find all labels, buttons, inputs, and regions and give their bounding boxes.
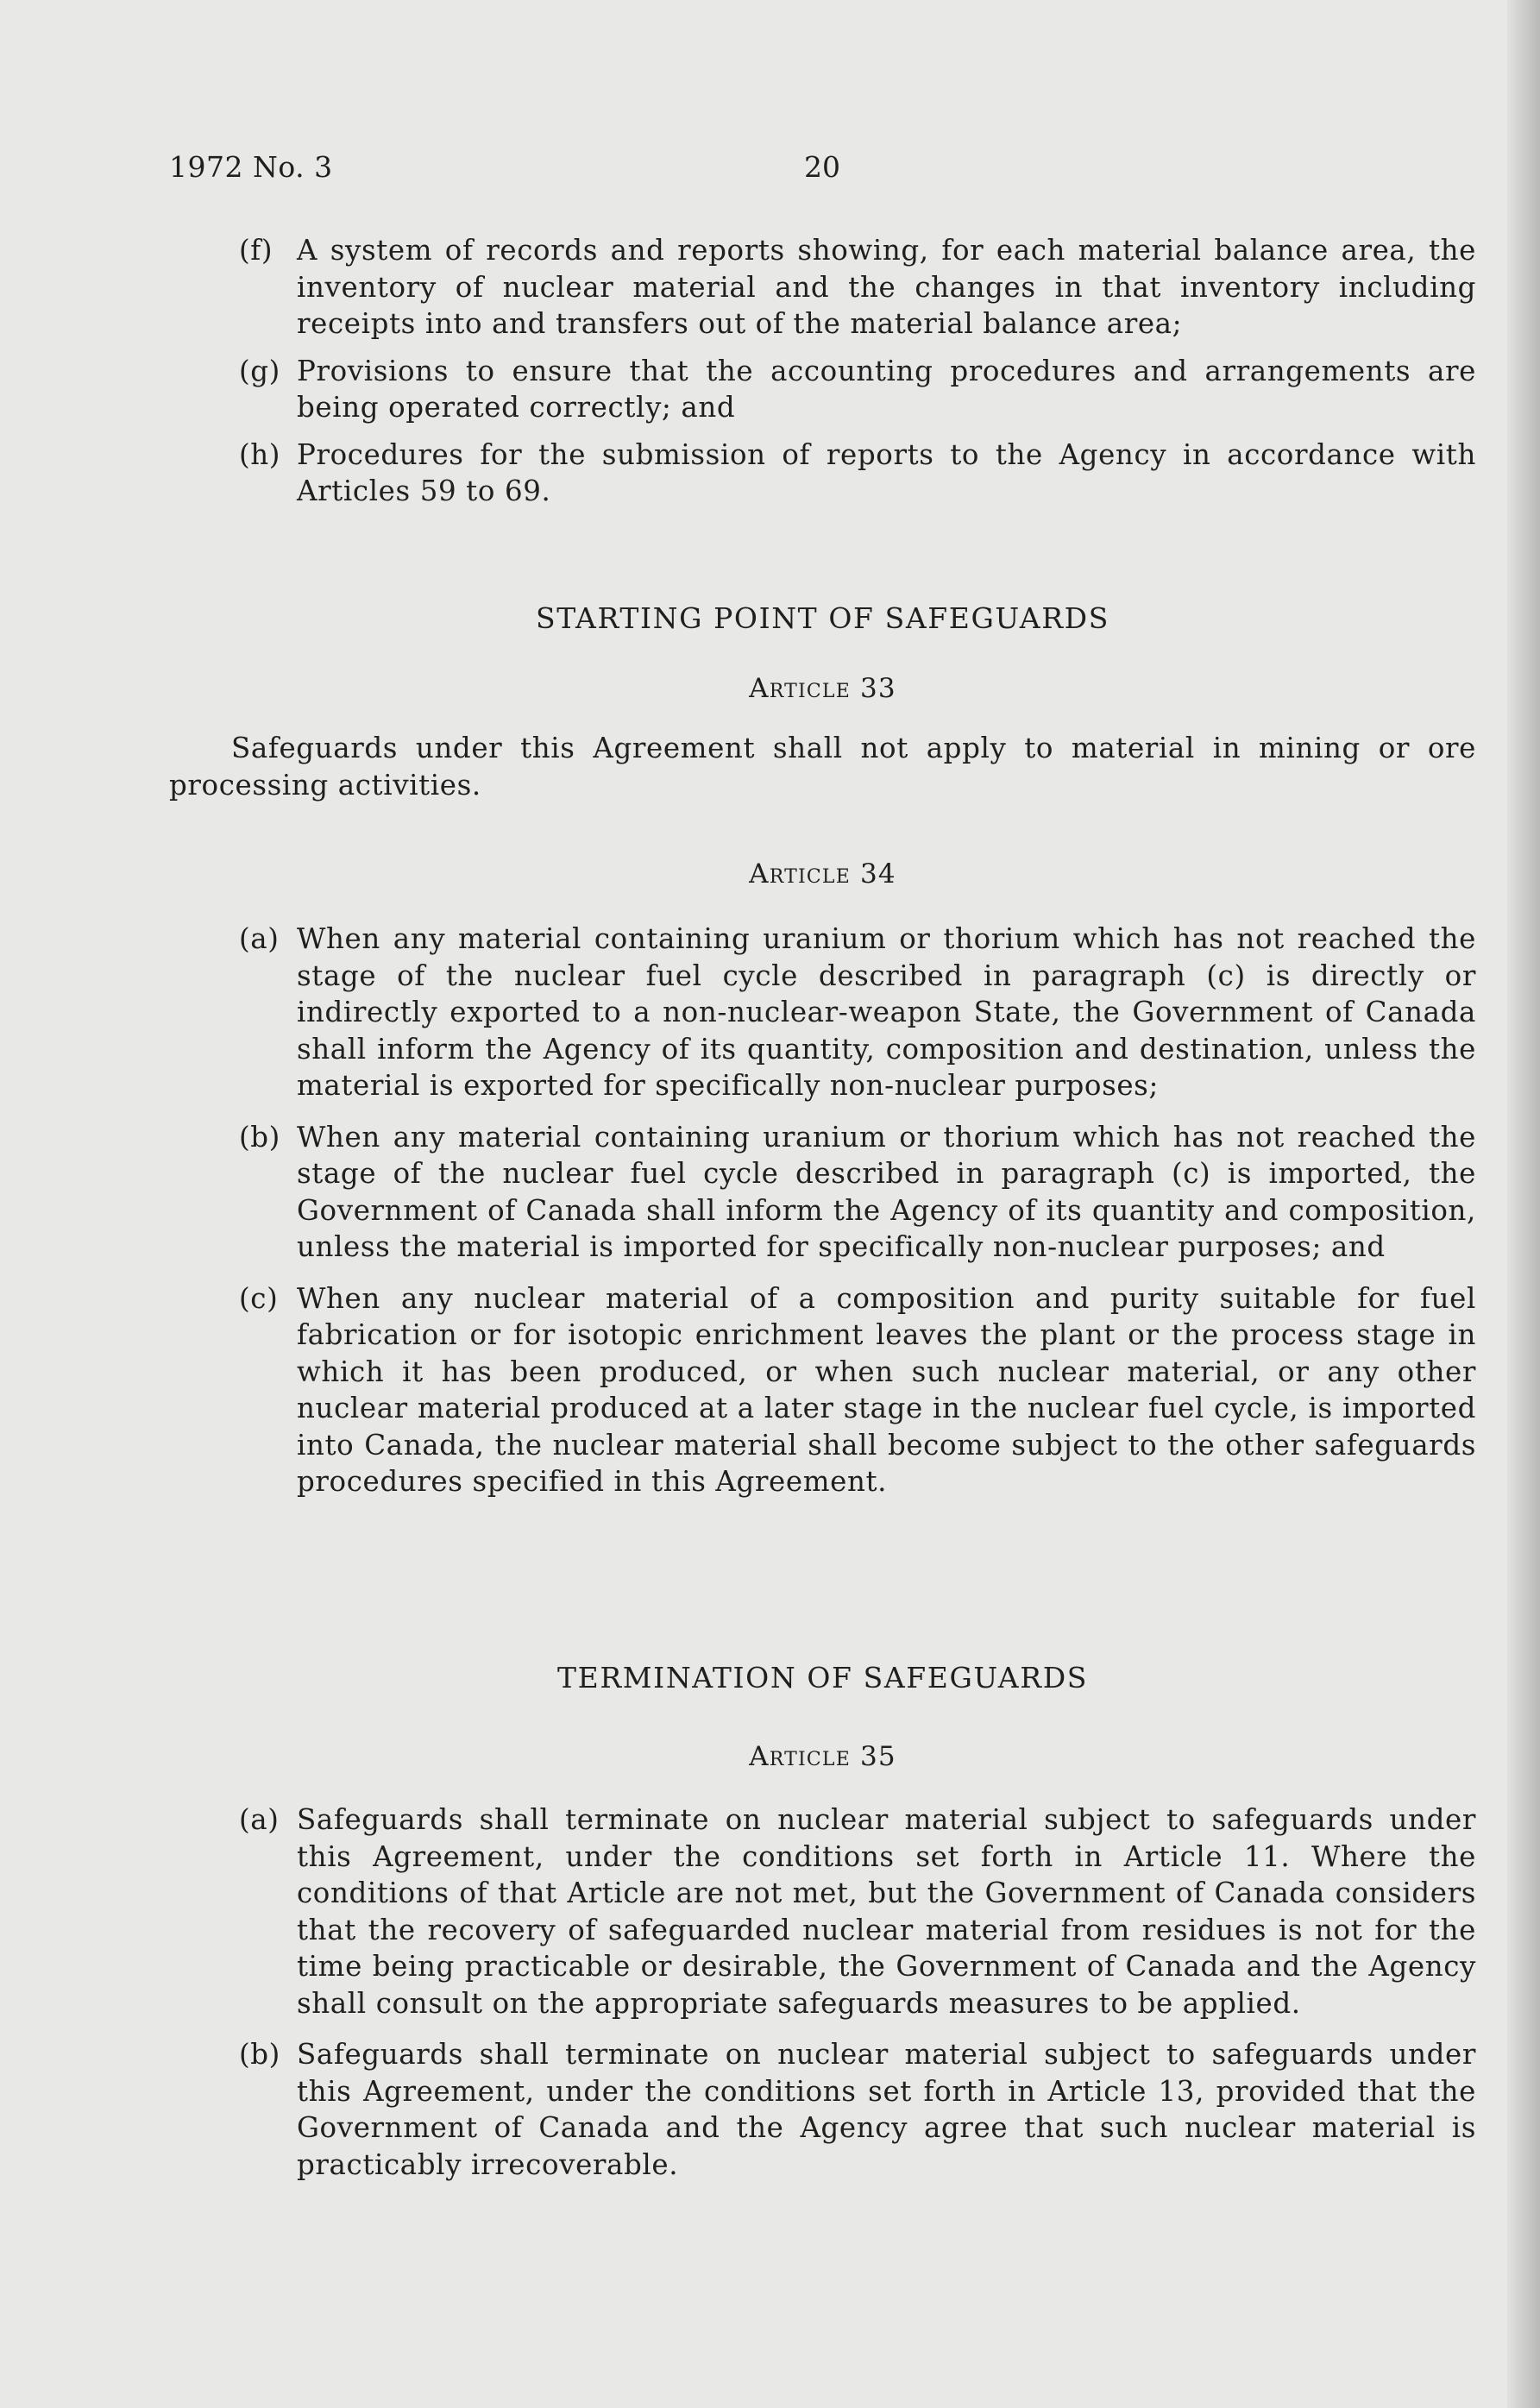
item-text: Procedures for the submission of reports to the Agency in accordance with Articles 59 to 69. — [297, 437, 1476, 507]
item-marker: (b) — [239, 2038, 280, 2071]
article-33-text: Safeguards under this Agreement shall not apply to material in mining or ore processing activities. — [169, 732, 1476, 802]
item-marker: (b) — [239, 1120, 280, 1154]
item-text: When any material containing uranium or thorium which has not reached the stage of the nuclear fuel cycle described in paragraph (c) is imported, the Government of Canada shall inform the Agency of its quantity and composition, unless the material is imported for specifically non-nuclear purposes; and — [297, 1120, 1476, 1263]
section-heading-termination: TERMINATION OF SAFEGUARDS — [557, 1661, 1088, 1694]
article-34-item-a — [169, 921, 1476, 1104]
item-text: When any nuclear material of a composition and purity suitable for fuel fabrication or for isotopic enrichment leaves the plant or the process stage in which it has been produced, or when such nuclear material, or any other nuclear material produced at a later stage in the nuclear fuel cycle, is imported into Canada, the nuclear material shall become subject to the other safeguards procedures specified in this Agreement. — [297, 1281, 1476, 1498]
section-heading-starting-point: STARTING POINT OF SAFEGUARDS — [536, 601, 1109, 635]
item-marker: (g) — [239, 354, 280, 387]
item-g — [169, 353, 1476, 426]
article-35-title: Article 35 — [749, 1741, 896, 1772]
article-34-title: Article 34 — [749, 858, 896, 890]
accounting-items — [169, 232, 1476, 510]
article-33-body — [169, 730, 1476, 803]
item-text: A system of records and reports showing, for each material balance area, the inventory of nuclear material and the changes in that inventory including receipts into and transfers out of the material balance area; — [297, 234, 1476, 340]
item-marker: (f) — [239, 234, 273, 267]
item-f — [169, 232, 1476, 343]
article-34-body — [169, 921, 1476, 1500]
article-34-item-b — [169, 1119, 1476, 1266]
item-text: Provisions to ensure that the accounting procedures and arrangements are being operated correctly; and — [297, 354, 1476, 424]
item-h — [169, 437, 1476, 510]
article-33-title: Article 33 — [749, 673, 896, 704]
page-edge-shadow — [1507, 0, 1540, 2408]
page-number: 20 — [804, 150, 840, 184]
article-34-item-c — [169, 1280, 1476, 1500]
item-marker: (h) — [239, 437, 281, 471]
running-head: 1972 No. 3 — [169, 150, 333, 184]
item-marker: (c) — [239, 1281, 279, 1315]
article-35-item-a — [169, 1801, 1476, 2021]
item-marker: (a) — [239, 922, 280, 955]
article-35-body — [169, 1801, 1476, 2183]
item-text: Safeguards shall terminate on nuclear material subject to safeguards under this Agreement, under the conditions set forth in Article 13, provided that the Government of Canada and the Agency agree that such nuclear material is practicably irrecoverable. — [297, 2038, 1476, 2181]
item-text: When any material containing uranium or thorium which has not reached the stage of the nuclear fuel cycle described in paragraph (c) is directly or indirectly exported to a non-nuclear-weapon State, the Government of Canada shall inform the Agency of its quantity, composition and destination, unless the material is exported for specifically non-nuclear purposes; — [297, 922, 1476, 1102]
article-35-item-b — [169, 2036, 1476, 2183]
item-text: Safeguards shall terminate on nuclear material subject to safeguards under this Agreement, under the conditions set forth in Article 11. Where the conditions of that Article are not met, but the Government of Canada considers that the recovery of safeguarded nuclear material from residues is not for the time being practicable or desirable, the Government of Canada and the Agency shall consult on the appropriate safeguards measures to be applied. — [297, 1803, 1476, 2020]
item-marker: (a) — [239, 1803, 280, 1836]
